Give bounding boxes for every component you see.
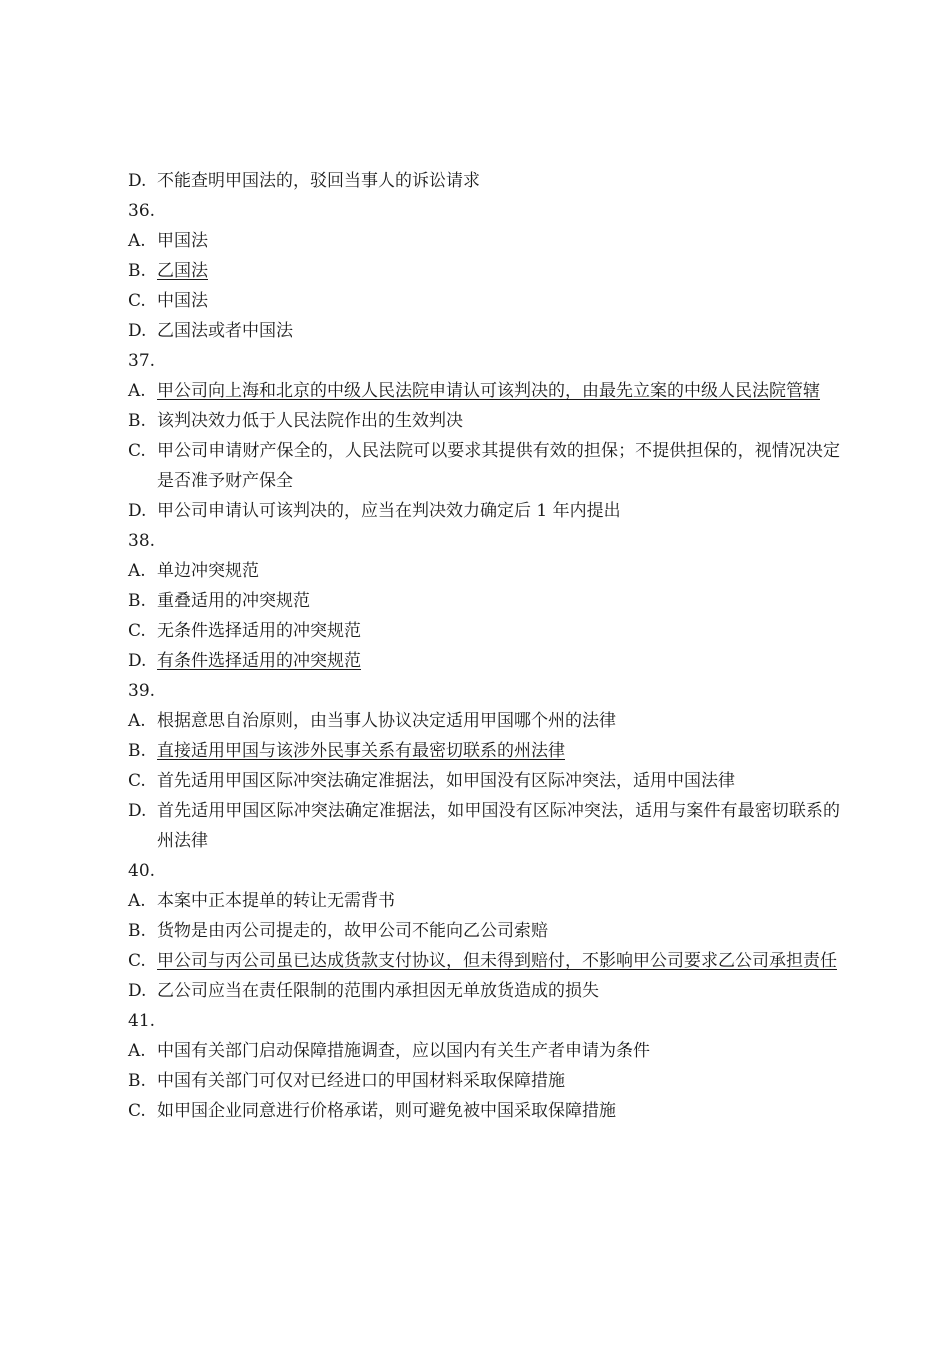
option-text-wrap <box>157 886 840 916</box>
answer-option <box>128 286 840 316</box>
option-text: 货物是由丙公司提走的，故甲公司不能向乙公司索赔 <box>157 921 548 941</box>
question-number: 40. <box>128 861 156 881</box>
option-letter: C. <box>128 621 146 641</box>
option-letter: C. <box>128 951 146 971</box>
answer-option <box>128 766 840 796</box>
option-text-wrap <box>157 226 840 256</box>
question-number: 36. <box>128 201 156 221</box>
option-text: 甲国法 <box>157 231 208 251</box>
option-letter: A. <box>128 891 146 911</box>
option-text: 根据意思自治原则，由当事人协议决定适用甲国哪个州的法律 <box>157 711 616 731</box>
option-text-wrap <box>157 316 840 346</box>
option-text: 本案中正本提单的转让无需背书 <box>157 891 395 911</box>
option-text-wrap <box>157 496 840 526</box>
answer-option <box>128 976 840 1006</box>
option-text: 中国有关部门可仅对已经进口的甲国材料采取保障措施 <box>157 1071 565 1091</box>
option-letter: A. <box>128 561 146 581</box>
option-text-wrap <box>157 256 840 286</box>
answer-option <box>128 226 840 256</box>
option-text-wrap <box>157 286 840 316</box>
answer-option <box>128 556 840 586</box>
answer-option <box>128 376 840 406</box>
option-text: 首先适用甲国区际冲突法确定准据法，如甲国没有区际冲突法，适用中国法律 <box>157 771 735 791</box>
option-letter: C. <box>128 1101 146 1121</box>
option-text-wrap <box>157 736 840 766</box>
answer-option <box>128 436 840 496</box>
answer-option <box>128 916 840 946</box>
option-text-wrap <box>157 616 840 646</box>
option-text: 中国有关部门启动保障措施调查，应以国内有关生产者申请为条件 <box>157 1041 650 1061</box>
option-text-wrap <box>157 796 840 856</box>
answer-option <box>128 736 840 766</box>
answer-option <box>128 1096 840 1126</box>
correct-answer-text: 直接适用甲国与该涉外民事关系有最密切联系的州法律 <box>157 741 565 761</box>
option-letter: A. <box>128 711 146 731</box>
correct-answer-text: 有条件选择适用的冲突规范 <box>157 651 361 671</box>
option-letter: A. <box>128 1041 146 1061</box>
option-text: 重叠适用的冲突规范 <box>157 591 310 611</box>
option-letter: D. <box>128 171 147 191</box>
option-text-wrap <box>157 436 840 496</box>
option-letter: B. <box>128 591 146 611</box>
option-text: 甲公司申请认可该判决的，应当在判决效力确定后 1 年内提出 <box>157 501 621 521</box>
option-text: 无条件选择适用的冲突规范 <box>157 621 361 641</box>
option-text: 乙公司应当在责任限制的范围内承担因无单放货造成的损失 <box>157 981 599 1001</box>
question-number: 37. <box>128 351 156 371</box>
option-letter: A. <box>128 381 146 401</box>
document-page <box>128 166 840 1126</box>
answer-option <box>128 946 840 976</box>
option-text-wrap <box>157 646 840 676</box>
option-text-wrap <box>157 946 840 976</box>
answer-option <box>128 586 840 616</box>
question-number: 41. <box>128 1011 156 1031</box>
option-letter: D. <box>128 321 147 341</box>
answer-option <box>128 406 840 436</box>
answer-option <box>128 316 840 346</box>
option-text-wrap <box>157 976 840 1006</box>
option-text-wrap <box>157 376 840 406</box>
option-text: 中国法 <box>157 291 208 311</box>
answer-option <box>128 1036 840 1066</box>
option-text: 乙国法或者中国法 <box>157 321 293 341</box>
option-letter: A. <box>128 231 146 251</box>
answer-option <box>128 616 840 646</box>
option-text: 首先适用甲国区际冲突法确定准据法，如甲国没有区际冲突法，适用与案件有最密切联系的州法律 <box>157 801 840 851</box>
option-letter: C. <box>128 291 146 311</box>
answer-option <box>128 166 840 196</box>
option-text: 该判决效力低于人民法院作出的生效判决 <box>157 411 463 431</box>
option-text-wrap <box>157 706 840 736</box>
correct-answer-text: 甲公司向上海和北京的中级人民法院申请认可该判决的，由最先立案的中级人民法院管辖 <box>157 381 820 401</box>
option-letter: B. <box>128 261 146 281</box>
option-letter: D. <box>128 651 147 671</box>
question-number: 38. <box>128 531 156 551</box>
question-number: 39. <box>128 681 156 701</box>
answer-option <box>128 886 840 916</box>
option-text-wrap <box>157 1066 840 1096</box>
correct-answer-text: 乙国法 <box>157 261 208 281</box>
option-text-wrap <box>157 586 840 616</box>
option-text: 单边冲突规范 <box>157 561 259 581</box>
answer-option <box>128 1066 840 1096</box>
option-letter: B. <box>128 741 146 761</box>
option-letter: D. <box>128 801 147 821</box>
correct-answer-text: 甲公司与丙公司虽已达成货款支付协议，但未得到赔付，不影响甲公司要求乙公司承担责任 <box>157 951 837 971</box>
option-text: 甲公司申请财产保全的，人民法院可以要求其提供有效的担保；不提供担保的，视情况决定是否准予财产保全 <box>157 441 840 491</box>
answer-option <box>128 256 840 286</box>
answer-option <box>128 796 840 856</box>
option-letter: B. <box>128 921 146 941</box>
answer-option <box>128 706 840 736</box>
option-letter: C. <box>128 771 146 791</box>
option-text-wrap <box>157 166 840 196</box>
answer-option <box>128 496 840 526</box>
option-text-wrap <box>157 1036 840 1066</box>
option-text: 如甲国企业同意进行价格承诺，则可避免被中国采取保障措施 <box>157 1101 616 1121</box>
option-text-wrap <box>157 1096 840 1126</box>
option-text-wrap <box>157 406 840 436</box>
answer-option <box>128 646 840 676</box>
option-text-wrap <box>157 766 840 796</box>
option-letter: B. <box>128 1071 146 1091</box>
option-text-wrap <box>157 556 840 586</box>
option-letter: C. <box>128 441 146 461</box>
option-letter: B. <box>128 411 146 431</box>
option-letter: D. <box>128 981 147 1001</box>
option-text-wrap <box>157 916 840 946</box>
option-text: 不能查明甲国法的，驳回当事人的诉讼请求 <box>157 171 480 191</box>
option-letter: D. <box>128 501 147 521</box>
